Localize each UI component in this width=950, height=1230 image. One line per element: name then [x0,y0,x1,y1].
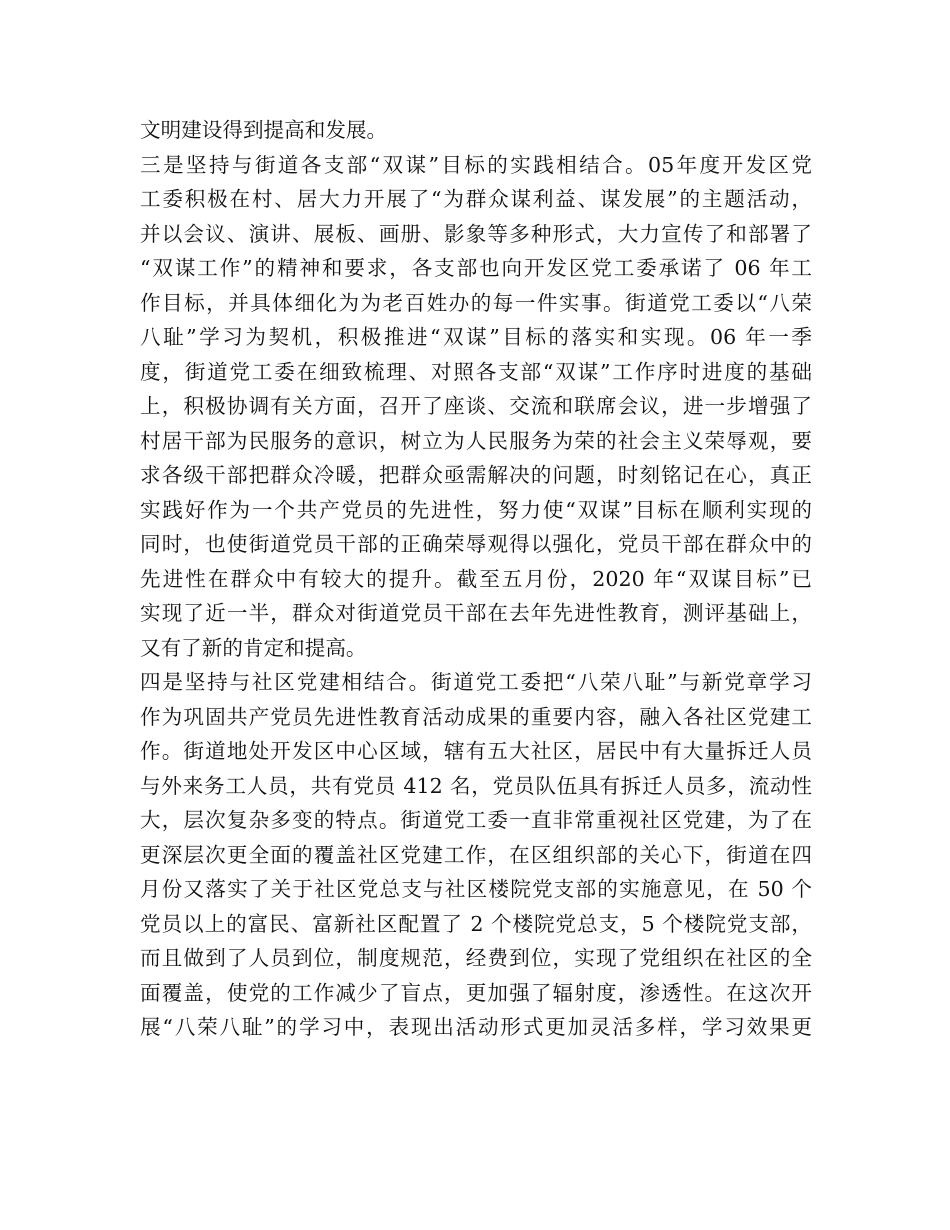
text-line: 度，街道党工委在细致梳理、对照各支部“双谋”工作序时进度的基础 [140,359,812,384]
text-line: 而且做到了人员到位，制度规范，经费到位，实现了党组织在社区的全 [140,946,812,970]
text-line: 先进性在群众中有较大的提升。截至五月份，2020 年“双谋目标”已 [140,566,812,591]
text-line: 求各级干部把群众冷暖，把群众亟需解决的问题，时刻铭记在心，真正 [140,463,812,487]
text-line: 作为巩固共产党员先进性教育活动成果的重要内容，融入各社区党建工 [140,704,812,729]
text-line: 村居干部为民服务的意识，树立为人民服务为荣的社会主义荣辱观，要 [140,428,812,453]
text-line: 工委积极在村、居大力开展了“为群众谋利益、谋发展”的主题活动， [140,187,812,211]
text-line: 并以会议、演讲、展板、画册、影象等多种形式，大力宣传了和部署了 [140,221,812,246]
text-line: 更深层次更全面的覆盖社区党建工作，在区组织部的关心下，街道在四 [140,842,812,867]
text-line: 展“八荣八耻”的学习中，表现出活动形式更加灵活多样，学习效果更 [140,1015,812,1039]
text-line: 实践好作为一个共产党员的先进性，努力使“双谋”目标在顺利实现的 [140,497,812,522]
text-line: 月份又落实了关于社区党总支与社区楼院党支部的实施意见，在 50 个 [140,877,812,901]
text-line: 三是坚持与街道各支部“双谋”目标的实践相结合。05年度开发区党 [140,152,812,177]
text-line: 作目标，并具体细化为为老百姓办的每一件实事。街道党工委以“八荣 [140,290,812,315]
text-line: 四是坚持与社区党建相结合。街道党工委把“八荣八耻”与新党章学习 [140,670,812,694]
text-line: 文明建设得到提高和发展。 [140,118,388,142]
paragraph-p1-tail [140,113,812,148]
text-line: 上，积极协调有关方面，召开了座谈、交流和联席会议，进一步增强了 [140,394,812,418]
text-line: 大，层次复杂多变的特点。街道党工委一直非常重视社区党建，为了在 [140,808,812,832]
text-line: 实现了近一半，群众对街道党员干部在去年先进性教育，测评基础上， [140,601,812,625]
text-line: “双谋工作”的精神和要求，各支部也向开发区党工委承诺了 06 年工 [140,256,812,280]
paragraph-p3 [140,148,812,666]
text-line: 党员以上的富民、富新社区配置了 2 个楼院党总支，5 个楼院党支部， [140,911,812,936]
paragraph-p4 [140,665,812,1045]
text-line: 面覆盖，使党的工作减少了盲点，更加强了辐射度，渗透性。在这次开 [140,980,812,1005]
text-line: 与外来务工人员，共有党员 412 名，党员队伍具有拆迁人员多，流动性 [140,773,812,798]
text-line: 又有了新的肯定和提高。 [140,635,367,660]
text-line: 作。街道地处开发区中心区域，辖有五大社区，居民中有大量拆迁人员 [140,739,812,763]
text-line: 八耻”学习为契机，积极推进“双谋”目标的落实和实现。06 年一季 [140,325,812,349]
text-line: 同时，也使街道党员干部的正确荣辱观得以强化，党员干部在群众中的 [140,532,812,556]
document-page [140,113,812,1045]
